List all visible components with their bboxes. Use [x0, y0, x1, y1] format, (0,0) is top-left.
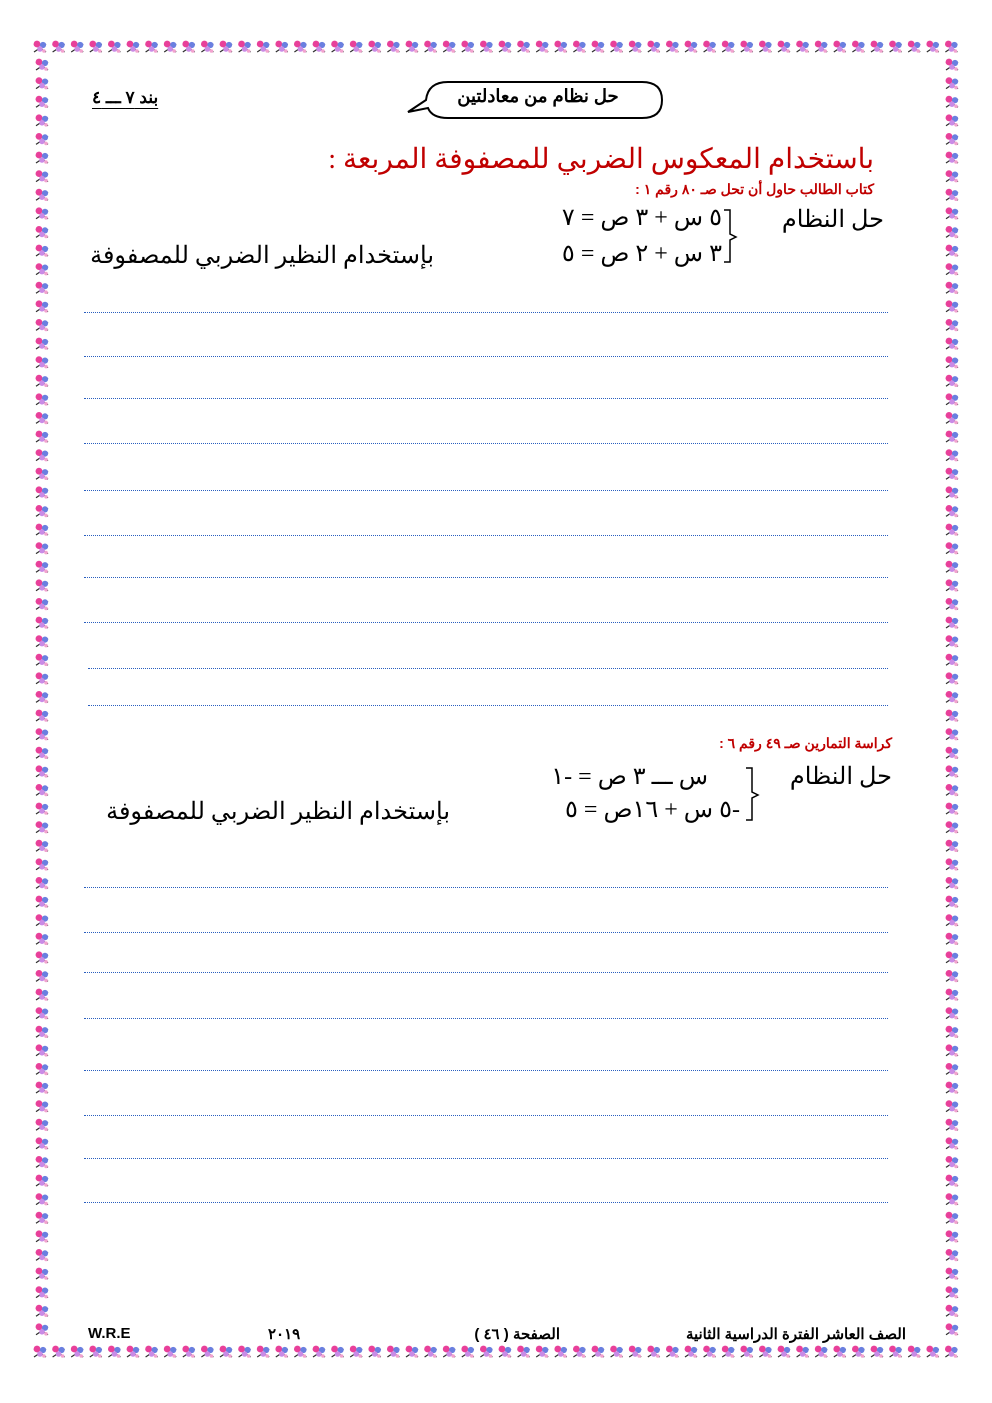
flower-bouquet-icon: [36, 245, 49, 257]
flower-bouquet-icon: [36, 319, 49, 331]
flower-bouquet-icon: [36, 1305, 49, 1317]
flower-bouquet-icon: [36, 114, 49, 126]
flower-bouquet-icon: [36, 1249, 49, 1261]
flower-bouquet-icon: [201, 1346, 214, 1358]
flower-bouquet-icon: [833, 41, 846, 53]
flower-bouquet-icon: [926, 41, 939, 53]
flower-bouquet-icon: [36, 468, 49, 480]
flower-bouquet-icon: [629, 1346, 642, 1358]
answer-line[interactable]: [84, 622, 888, 623]
flower-bouquet-icon: [946, 77, 959, 89]
answer-line[interactable]: [84, 972, 888, 973]
flower-bouquet-icon: [946, 896, 959, 908]
flower-bouquet-icon: [36, 617, 49, 629]
exercise-1-equation-2: ٣ س + ٢ ص = ٥: [561, 241, 722, 267]
flower-bouquet-icon: [182, 41, 195, 53]
flower-bouquet-icon: [536, 1346, 549, 1358]
flower-bouquet-icon: [946, 542, 959, 554]
answer-line[interactable]: [84, 1070, 888, 1071]
flower-bouquet-icon: [36, 96, 49, 108]
flower-bouquet-icon: [145, 41, 158, 53]
flower-bouquet-icon: [946, 654, 959, 666]
flower-bouquet-icon: [387, 1346, 400, 1358]
flower-bouquet-icon: [71, 41, 84, 53]
flower-bouquet-icon: [833, 1346, 846, 1358]
flower-bouquet-icon: [946, 598, 959, 610]
flower-bouquet-icon: [946, 747, 959, 759]
flower-bouquet-icon: [629, 41, 642, 53]
flower-bouquet-icon: [889, 41, 902, 53]
flower-bouquet-icon: [36, 635, 49, 647]
flower-bouquet-icon: [36, 561, 49, 573]
flower-bouquet-icon: [945, 1346, 958, 1358]
flower-bouquet-icon: [164, 41, 177, 53]
flower-bouquet-icon: [238, 1346, 251, 1358]
flower-bouquet-icon: [36, 486, 49, 498]
flower-bouquet-icon: [238, 41, 251, 53]
flower-bouquet-icon: [946, 319, 959, 331]
flower-bouquet-icon: [220, 41, 233, 53]
flower-bouquet-icon: [275, 41, 288, 53]
flower-bouquet-icon: [946, 858, 959, 870]
flower-bouquet-icon: [946, 59, 959, 71]
flower-bouquet-icon: [946, 189, 959, 201]
flower-bouquet-icon: [406, 1346, 419, 1358]
flower-bouquet-icon: [36, 598, 49, 610]
flower-bouquet-icon: [946, 1044, 959, 1056]
exercise-1-method: بإستخدام النظير الضربي للمصفوفة: [90, 243, 434, 269]
flower-bouquet-icon: [108, 1346, 121, 1358]
flower-bouquet-icon: [945, 41, 958, 53]
flower-bouquet-icon: [946, 1137, 959, 1149]
flower-bouquet-icon: [946, 691, 959, 703]
flower-bouquet-icon: [592, 41, 605, 53]
flower-bouquet-icon: [946, 1323, 959, 1335]
flower-bouquet-icon: [36, 431, 49, 443]
flower-bouquet-icon: [946, 114, 959, 126]
flower-bouquet-icon: [294, 1346, 307, 1358]
flower-bouquet-icon: [480, 41, 493, 53]
flower-bouquet-icon: [647, 1346, 660, 1358]
flower-bouquet-icon: [946, 1026, 959, 1038]
flower-bouquet-icon: [36, 189, 49, 201]
flower-bouquet-icon: [36, 412, 49, 424]
flower-bouquet-icon: [36, 821, 49, 833]
flower-bouquet-icon: [36, 356, 49, 368]
flower-bouquet-icon: [946, 170, 959, 182]
flower-bouquet-icon: [946, 970, 959, 982]
flower-bouquet-icon: [946, 245, 959, 257]
flower-bouquet-icon: [36, 1007, 49, 1019]
flower-bouquet-icon: [946, 263, 959, 275]
flower-bouquet-icon: [815, 1346, 828, 1358]
flower-bouquet-icon: [480, 1346, 493, 1358]
flower-bouquet-icon: [946, 393, 959, 405]
flower-bouquet-icon: [815, 41, 828, 53]
flower-bouquet-icon: [36, 896, 49, 908]
flower-bouquet-icon: [36, 338, 49, 350]
flower-bouquet-icon: [573, 41, 586, 53]
flower-bouquet-icon: [946, 1063, 959, 1075]
flower-bouquet-icon: [536, 41, 549, 53]
flower-bouquet-icon: [36, 654, 49, 666]
exercise-1-reference: كتاب الطالب حاول أن تحل صـ ٨٠ رقم ١ :: [635, 181, 874, 197]
flower-bouquet-icon: [946, 617, 959, 629]
flower-bouquet-icon: [36, 858, 49, 870]
flower-bouquet-icon: [573, 1346, 586, 1358]
flower-bouquet-icon: [257, 41, 270, 53]
flower-bouquet-icon: [946, 1156, 959, 1168]
flower-bouquet-icon: [36, 728, 49, 740]
system-brace-icon: [742, 766, 764, 822]
flower-bouquet-icon: [52, 1346, 65, 1358]
flower-bouquet-icon: [946, 207, 959, 219]
flower-bouquet-icon: [759, 1346, 772, 1358]
flower-bouquet-icon: [36, 1286, 49, 1298]
flower-bouquet-icon: [946, 338, 959, 350]
flower-bouquet-icon: [36, 1119, 49, 1131]
flower-bouquet-icon: [926, 1346, 939, 1358]
flower-bouquet-icon: [461, 41, 474, 53]
flower-bouquet-icon: [852, 1346, 865, 1358]
flower-bouquet-icon: [52, 41, 65, 53]
flower-bouquet-icon: [108, 41, 121, 53]
flower-bouquet-icon: [871, 41, 884, 53]
flower-bouquet-icon: [946, 840, 959, 852]
flower-bouquet-icon: [703, 41, 716, 53]
flower-bouquet-icon: [946, 784, 959, 796]
flower-bouquet-icon: [36, 1230, 49, 1242]
flower-bouquet-icon: [36, 59, 49, 71]
flower-bouquet-icon: [461, 1346, 474, 1358]
flower-bouquet-icon: [36, 282, 49, 294]
exercise-2-reference: كراسة التمارين صـ ٤٩ رقم ٦ :: [719, 735, 892, 751]
flower-bouquet-icon: [946, 356, 959, 368]
flower-bouquet-icon: [424, 41, 437, 53]
flower-bouquet-icon: [946, 710, 959, 722]
flower-bouquet-icon: [610, 1346, 623, 1358]
flower-bouquet-icon: [554, 1346, 567, 1358]
flower-bouquet-icon: [946, 933, 959, 945]
flower-bouquet-icon: [36, 1193, 49, 1205]
flower-bouquet-icon: [946, 1249, 959, 1261]
answer-line[interactable]: [84, 535, 888, 536]
exercise-2-equation-1: س ـــ ٣ ص = -١: [551, 764, 708, 790]
flower-bouquet-icon: [554, 41, 567, 53]
answer-line[interactable]: [84, 312, 888, 313]
flower-bouquet-icon: [36, 877, 49, 889]
flower-bouquet-icon: [740, 1346, 753, 1358]
flower-bouquet-icon: [946, 989, 959, 1001]
flower-bouquet-icon: [946, 412, 959, 424]
flower-bouquet-icon: [201, 41, 214, 53]
flower-bouquet-icon: [703, 1346, 716, 1358]
flower-bouquet-icon: [946, 1286, 959, 1298]
flower-bouquet-icon: [517, 41, 530, 53]
flower-bouquet-icon: [36, 1026, 49, 1038]
flower-bouquet-icon: [36, 300, 49, 312]
answer-line[interactable]: [84, 932, 888, 933]
flower-bouquet-icon: [796, 1346, 809, 1358]
flower-bouquet-icon: [946, 877, 959, 889]
flower-bouquet-icon: [89, 1346, 102, 1358]
flower-bouquet-icon: [331, 41, 344, 53]
flower-bouquet-icon: [406, 41, 419, 53]
flower-bouquet-icon: [946, 1100, 959, 1112]
flower-bouquet-icon: [852, 41, 865, 53]
flower-bouquet-icon: [71, 1346, 84, 1358]
flower-bouquet-icon: [946, 1193, 959, 1205]
flower-bouquet-icon: [946, 449, 959, 461]
flower-bouquet-icon: [36, 579, 49, 591]
flower-bouquet-icon: [36, 505, 49, 517]
unit-label: بند ٧ ـــ ٤: [92, 88, 159, 107]
flower-bouquet-icon: [182, 1346, 195, 1358]
flower-bouquet-icon: [331, 1346, 344, 1358]
flower-bouquet-icon: [499, 1346, 512, 1358]
answer-line[interactable]: [84, 1202, 888, 1203]
answer-line[interactable]: [84, 398, 888, 399]
exercise-1-equation-1: ٥ س + ٣ ص = ٧: [561, 205, 722, 231]
flower-bouquet-icon: [946, 505, 959, 517]
flower-bouquet-icon: [145, 1346, 158, 1358]
exercise-2-equation-2: -٥ س + ١٦ص = ٥: [565, 797, 740, 823]
flower-bouquet-icon: [36, 672, 49, 684]
flower-bouquet-icon: [36, 970, 49, 982]
answer-line[interactable]: [84, 443, 888, 444]
flower-bouquet-icon: [36, 989, 49, 1001]
flower-bouquet-icon: [946, 1230, 959, 1242]
flower-bouquet-icon: [36, 1137, 49, 1149]
answer-line[interactable]: [84, 1115, 888, 1116]
flower-bouquet-icon: [647, 41, 660, 53]
flower-bouquet-icon: [350, 41, 363, 53]
flower-bouquet-icon: [36, 1323, 49, 1335]
answer-line[interactable]: [84, 490, 888, 491]
flower-bouquet-icon: [34, 41, 47, 53]
flower-bouquet-icon: [722, 41, 735, 53]
answer-line[interactable]: [84, 887, 888, 888]
flower-bouquet-icon: [36, 1082, 49, 1094]
flower-bouquet-icon: [778, 41, 791, 53]
flower-bouquet-icon: [946, 1268, 959, 1280]
flower-bouquet-icon: [908, 1346, 921, 1358]
flower-bouquet-icon: [946, 300, 959, 312]
flower-bouquet-icon: [946, 133, 959, 145]
flower-bouquet-icon: [36, 524, 49, 536]
flower-bouquet-icon: [36, 226, 49, 238]
flower-bouquet-icon: [36, 1063, 49, 1075]
flower-bouquet-icon: [871, 1346, 884, 1358]
flower-bouquet-icon: [36, 1156, 49, 1168]
flower-bouquet-icon: [36, 951, 49, 963]
flower-bouquet-icon: [36, 840, 49, 852]
flower-bouquet-icon: [946, 728, 959, 740]
answer-line[interactable]: [88, 668, 888, 669]
flower-bouquet-icon: [36, 263, 49, 275]
flower-bouquet-icon: [946, 635, 959, 647]
flower-bouquet-icon: [220, 1346, 233, 1358]
flower-bouquet-icon: [36, 393, 49, 405]
flower-bouquet-icon: [610, 41, 623, 53]
answer-line[interactable]: [84, 1158, 888, 1159]
flower-bouquet-icon: [127, 1346, 140, 1358]
lesson-title: حل نظام من معادلتين: [457, 86, 619, 106]
flower-bouquet-icon: [36, 1268, 49, 1280]
flower-bouquet-icon: [946, 672, 959, 684]
flower-bouquet-icon: [946, 152, 959, 164]
answer-line[interactable]: [88, 705, 888, 706]
flower-bouquet-icon: [257, 1346, 270, 1358]
flower-bouquet-icon: [666, 1346, 679, 1358]
flower-bouquet-icon: [368, 41, 381, 53]
flower-bouquet-icon: [740, 41, 753, 53]
flower-bouquet-icon: [443, 1346, 456, 1358]
flower-bouquet-icon: [946, 579, 959, 591]
flower-bouquet-icon: [294, 41, 307, 53]
flower-bouquet-icon: [36, 449, 49, 461]
flower-bouquet-icon: [946, 468, 959, 480]
flower-bouquet-icon: [36, 710, 49, 722]
flower-bouquet-icon: [36, 1212, 49, 1224]
flower-bouquet-icon: [946, 375, 959, 387]
flower-bouquet-icon: [36, 375, 49, 387]
page-title: باستخدام المعكوس الضربي للمصفوفة المربعة :: [328, 144, 874, 175]
flower-bouquet-icon: [946, 226, 959, 238]
flower-bouquet-icon: [946, 561, 959, 573]
flower-bouquet-icon: [368, 1346, 381, 1358]
flower-bouquet-icon: [946, 821, 959, 833]
flower-bouquet-icon: [778, 1346, 791, 1358]
flower-bouquet-icon: [36, 207, 49, 219]
answer-line[interactable]: [84, 1018, 888, 1019]
flower-bouquet-icon: [592, 1346, 605, 1358]
flower-bouquet-icon: [36, 1175, 49, 1187]
flower-bouquet-icon: [946, 1212, 959, 1224]
flower-bouquet-icon: [946, 282, 959, 294]
flower-bouquet-icon: [517, 1346, 530, 1358]
flower-bouquet-icon: [36, 765, 49, 777]
flower-bouquet-icon: [946, 431, 959, 443]
flower-bouquet-icon: [889, 1346, 902, 1358]
flower-bouquet-icon: [759, 41, 772, 53]
system-brace-icon: [720, 208, 742, 264]
exercise-1-prompt: حل النظام: [781, 207, 884, 233]
exercise-2-method: بإستخدام النظير الضربي للمصفوفة: [106, 799, 450, 825]
footer-page-number: الصفحة ( ٤٦ ): [474, 1326, 560, 1343]
answer-line[interactable]: [84, 577, 888, 578]
flower-bouquet-icon: [946, 1305, 959, 1317]
flower-bouquet-icon: [36, 542, 49, 554]
flower-bouquet-icon: [36, 691, 49, 703]
flower-bouquet-icon: [946, 1007, 959, 1019]
footer-author: W.R.E: [88, 1325, 131, 1342]
flower-bouquet-icon: [946, 1082, 959, 1094]
flower-bouquet-icon: [127, 41, 140, 53]
flower-bouquet-icon: [946, 951, 959, 963]
flower-bouquet-icon: [946, 914, 959, 926]
flower-bouquet-icon: [387, 41, 400, 53]
footer-year: ٢٠١٩: [268, 1326, 301, 1343]
flower-bouquet-icon: [946, 1119, 959, 1131]
flower-bouquet-icon: [36, 1100, 49, 1112]
flower-bouquet-icon: [313, 41, 326, 53]
flower-bouquet-icon: [275, 1346, 288, 1358]
flower-bouquet-icon: [36, 77, 49, 89]
flower-bouquet-icon: [164, 1346, 177, 1358]
flower-bouquet-icon: [36, 747, 49, 759]
flower-bouquet-icon: [946, 524, 959, 536]
flower-bouquet-icon: [722, 1346, 735, 1358]
flower-bouquet-icon: [666, 41, 679, 53]
flower-bouquet-icon: [36, 133, 49, 145]
flower-bouquet-icon: [946, 96, 959, 108]
flower-bouquet-icon: [424, 1346, 437, 1358]
flower-bouquet-icon: [36, 784, 49, 796]
flower-bouquet-icon: [908, 41, 921, 53]
flower-bouquet-icon: [685, 41, 698, 53]
flower-bouquet-icon: [36, 933, 49, 945]
flower-bouquet-icon: [796, 41, 809, 53]
footer-grade: الصف العاشر الفترة الدراسية الثانية: [685, 1326, 906, 1343]
flower-bouquet-icon: [36, 152, 49, 164]
flower-bouquet-icon: [443, 41, 456, 53]
flower-bouquet-icon: [313, 1346, 326, 1358]
answer-line[interactable]: [84, 356, 888, 357]
flower-bouquet-icon: [36, 170, 49, 182]
flower-bouquet-icon: [36, 1044, 49, 1056]
flower-bouquet-icon: [36, 914, 49, 926]
flower-bouquet-icon: [946, 803, 959, 815]
flower-bouquet-icon: [685, 1346, 698, 1358]
flower-bouquet-icon: [350, 1346, 363, 1358]
flower-bouquet-icon: [89, 41, 102, 53]
flower-bouquet-icon: [36, 803, 49, 815]
flower-bouquet-icon: [499, 41, 512, 53]
flower-bouquet-icon: [946, 1175, 959, 1187]
exercise-2-prompt: حل النظام: [789, 764, 892, 790]
flower-bouquet-icon: [34, 1346, 47, 1358]
flower-bouquet-icon: [946, 486, 959, 498]
flower-bouquet-icon: [946, 765, 959, 777]
